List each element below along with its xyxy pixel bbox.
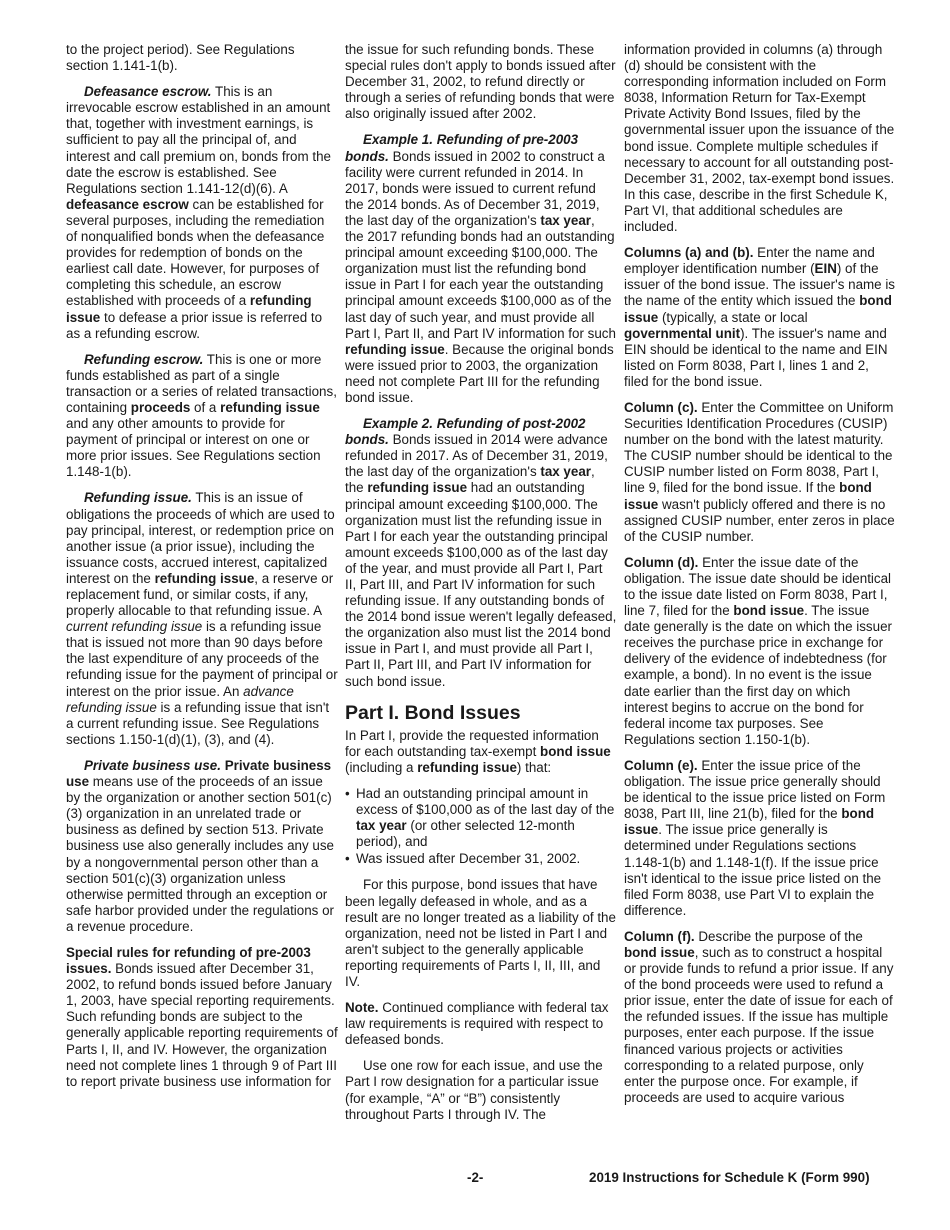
text-run: bond issue <box>624 806 875 838</box>
text-run: ) of the issuer of the bond issue. The issuer's name is the name of the entity which issued the <box>624 261 896 309</box>
text-run: Bonds issued in 2002 to construct a facility were current refunded in 2014. In 2017, bonds were issued to current refund the 2014 bonds. As of December 31, 2019, the last day of the organization's <box>345 148 605 228</box>
text-run: to defease a prior issue is referred to as a refunding escrow. <box>66 309 323 341</box>
text-run: refunding issue <box>367 480 468 496</box>
text-run: refunding issue <box>345 341 445 357</box>
paragraph <box>345 1058 617 1122</box>
text-run: , such as to construct a hospital or provide funds to refund a prior issue. If any of the bond proceeds were used to refund a prior issue, enter the date of issue for each of the refunded issues. If the issue has multiple purposes, enter each purpose. If the issue financed various projects or activities corresponding to a related purpose, only enter the purpose once. For example, if proceeds are used to acquire various <box>624 944 894 1105</box>
paragraph <box>66 42 338 74</box>
text-run: For this purpose, bond issues that have been legally defeased in whole, and as a result are no longer treated as a liability of the organization, need not be listed in Part I and aren't subject to the generally applicable reporting requirements of Parts I, II, III, and IV. <box>345 877 616 989</box>
text-run: This is an irrevocable escrow established in an amount that, together with investment earnings, is sufficient to pay all the principal of, and interest and call premium on, bonds from the date the escrow is established. See Regulations section 1.141-12(d)(6). A <box>66 84 331 196</box>
text-run: refunding issue <box>154 570 255 586</box>
text-run: advance refunding issue <box>66 683 294 715</box>
bullet-icon: • <box>345 851 350 867</box>
text-run: Enter the issue price of the obligation. The issue price generally should be identical to the issue price listed on Form 8038, Part III, line 21(b), filed for the <box>624 757 886 822</box>
paragraph <box>66 352 338 481</box>
text-run: Continued compliance with federal tax law requirements is required with respect to defeased bonds. <box>345 1000 609 1048</box>
text-run: proceeds <box>130 399 191 415</box>
text-run: . The issue price generally is determined under Regulations sections 1.148-1(b) and 1.148-1(f). If the issue price isn't identical to the issue price listed on the filed Form 8038, use Part VI to explain the difference. <box>624 822 882 918</box>
paragraph <box>66 490 338 748</box>
text-run: Example 1. Refunding of pre-2003 bonds. <box>345 132 579 164</box>
bullet-icon: • <box>345 785 350 801</box>
middle-column-paragraphs <box>345 42 617 690</box>
text-run: Column (d). <box>624 554 699 570</box>
text-run: , the 2017 refunding bonds had an outstanding principal amount exceeding $100,000. The organization must list the refunding bond issue in Part I for each year the outstanding principal amount exceeds $100,000 as of the last day of such year, and must provide all Part I, Part II, and Part IV information for such <box>345 212 616 341</box>
paragraph <box>66 758 338 935</box>
text-run: Note. <box>345 1000 379 1016</box>
text-run: Column (e). <box>624 757 698 773</box>
text-run: bond issue <box>624 944 695 960</box>
text-run: tax year <box>540 212 591 228</box>
paragraph <box>66 84 338 342</box>
text-run: Enter the name and employer identification number ( <box>624 245 875 277</box>
text-run: tax year <box>356 818 407 834</box>
text-run: of a <box>190 399 221 415</box>
bullet-item <box>345 851 617 867</box>
text-run: to the project period). See Regulations section 1.141-1(b). <box>66 42 295 74</box>
text-run: the issue for such refunding bonds. These special rules don't apply to bonds issued after December 31, 2002, to refund directly or through a series of refunding bonds that were also originally issued after 2002. <box>345 42 616 122</box>
text-run: Defeasance escrow. <box>84 84 212 100</box>
paragraph <box>345 132 617 406</box>
paragraph <box>345 416 617 690</box>
page-number: -2- <box>467 1170 484 1185</box>
text-run: . Because the original bonds were issued prior to 2003, the organization need not complete Part III for the refunding bond issue. <box>345 341 614 405</box>
text-run: (including a <box>345 759 418 775</box>
text-run: ). The issuer's name and EIN should be identical to the name and EIN listed on Form 8038, Part I, lines 1 and 2, filed for the bond issue. <box>624 325 888 389</box>
paragraph <box>345 42 617 122</box>
text-run: Special rules for refunding of pre-2003 issues. <box>66 944 311 977</box>
bullet-item <box>345 786 617 850</box>
text-run: Use one row for each issue, and use the Part I row designation for a particular issue (for example, “A” or “B”) consistently throughout Parts I through IV. The <box>345 1058 603 1122</box>
text-run: and any other amounts to provide for payment of principal or interest on one or more prior issues. See Regulations section 1.148-1(b). <box>66 416 321 480</box>
text-run: bond issue <box>733 603 805 619</box>
document-title: 2019 Instructions for Schedule K (Form 990) <box>589 1170 870 1185</box>
text-run: Had an outstanding principal amount in excess of $100,000 as of the last day of the <box>356 785 615 818</box>
paragraph <box>624 555 896 748</box>
bullet-text <box>356 851 580 866</box>
text-run: Private business use. <box>84 757 221 773</box>
text-run: ) that: <box>516 759 552 775</box>
text-run: bond issue <box>624 480 872 512</box>
text-run: Column (c). <box>624 399 698 415</box>
text-run: bond issue <box>624 293 892 325</box>
text-run: means use of the proceeds of an issue by the organization or another section 501(c)(3) organization in an unrelated trade or business as defined by section 513. Private business use also generally includes any use by a nongovernmental person other than a section 501(c)(3) organization unless otherwise permitted through an exception or safe harbor provided under the regulations or a revenue procedure. <box>66 774 334 934</box>
text-run: Enter the issue date of the obligation. The issue date should be identical to the issue date listed on Form 8038, Part I, line 7, filed for the <box>624 554 892 619</box>
text-run: is a refunding issue that is issued not more than 90 days before the last expenditure of any proceeds of the refunding issue for the payment of principal or interest on the prior issue. An <box>66 619 338 699</box>
text-run: Private business use <box>66 757 332 790</box>
column-right <box>624 42 896 1116</box>
text-run: Describe the purpose of the <box>694 928 863 944</box>
text-run: Refunding escrow. <box>84 351 204 367</box>
part-i-heading: Part I. Bond Issues <box>345 701 521 724</box>
column-left <box>66 42 338 1100</box>
text-run: This is an issue of obligations the proceeds of which are used to pay principal, interest, or redemption price on another issue (a prior issue), including the issuance costs, accrued interest, capitalized interest on the <box>66 490 335 586</box>
paragraph <box>345 1000 617 1048</box>
text-run: Was issued after December 31, 2002. <box>356 851 581 867</box>
text-run: had an outstanding principal amount exceeding $100,000. The organization must list the refunding issue in Part I for each year the outstanding principal amount exceeds $100,000 as of the last day of the year, and must provide all Part I, Part II, Part III, and Part IV information for such refunding issue. If any outstanding bonds of the 2014 bond issue weren't legally defeased, the organization also must list the 2014 bond issue in Part I, and must provide all Part I, Part II, Part III, and Part IV information for such bond issue. <box>345 480 617 689</box>
text-run: Columns (a) and (b). <box>624 245 754 261</box>
text-run: Enter the Committee on Uniform Securities Identification Procedures (CUSIP) number on the bond with the latest maturity. The CUSIP number should be identical to the CUSIP number listed on Form 8038, Part I, line 9, filed for the bond issue. If the <box>624 399 894 496</box>
paragraph <box>66 945 338 1090</box>
text-run: tax year <box>540 464 591 480</box>
paragraph <box>624 929 896 1106</box>
paragraph <box>624 400 896 545</box>
paragraph <box>624 42 896 235</box>
text-run: bond issue <box>540 743 611 759</box>
text-run: refunding issue <box>220 399 320 415</box>
text-run: defeasance escrow <box>66 196 189 212</box>
text-run: (or other selected 12-month period), and <box>356 818 575 850</box>
part-i-paragraphs <box>345 877 617 1122</box>
text-run: Refunding issue. <box>84 490 192 506</box>
paragraph <box>345 877 617 990</box>
bullet-text <box>356 786 614 849</box>
column-middle <box>345 42 617 1133</box>
text-run: , the <box>345 464 595 496</box>
text-run: Bonds issued after December 31, 2002, to refund bonds issued before January 1, 2003, have special reporting requirements. Such refunding bonds are subject to the generally applicable reporting requirements of Parts I, II, and IV. However, the organization need not complete lines 1 through 9 of Part III to report private business use information for <box>66 961 338 1089</box>
text-run: In Part I, provide the requested information for each outstanding tax-exempt <box>345 727 599 759</box>
part-i-intro <box>345 728 617 776</box>
text-run: Example 2. Refunding of post-2002 bonds. <box>345 416 586 448</box>
text-run: , a reserve or replacement fund, or similar costs, if any, properly allocable to that refunding issue. A <box>66 570 334 619</box>
text-run: information provided in columns (a) through (d) should be consistent with the corresponding information included on Form 8038, Information Return for Tax-Exempt Private Activity Bond Issues, filed by the governmental issuer upon the issuance of the bond issue. Complete multiple schedules if necessary to account for all outstanding post-December 31, 2002, tax-exempt bond issues. In this case, describe in the first Schedule K, Part VI, that additional schedules are included. <box>624 42 895 235</box>
text-run: Bonds issued in 2014 were advance refunded in 2017. As of December 31, 2019, the last day of the organization's <box>345 432 608 480</box>
text-run: This is one or more funds established as part of a single transaction or a series of related transactions, containing <box>66 351 337 415</box>
text-run: can be established for several purposes, including the remediation of nonqualified bonds when the defeasance provides for redemption of bonds on the earliest call date. However, for purposes of completing this schedule, an escrow established with proceeds of a <box>66 196 325 309</box>
text-run: is a refunding issue that isn't a current refunding issue. See Regulations sections 1.150-1(d)(1), (3), and (4). <box>66 699 330 747</box>
paragraph <box>624 245 896 390</box>
text-run: (typically, a state or local <box>658 309 808 325</box>
text-run: Column (f). <box>624 928 695 944</box>
text-run: . The issue date generally is the date on which the issuer receives the purchase price in exchange for delivery of the evidence of indebtedness (for example, a bond). In no event is the issue date earlier than the first day on which interest begins to accrue on the bond for federal income tax purposes. See Regulations section 1.150-1(b). <box>624 603 892 747</box>
text-run: governmental unit <box>624 325 741 341</box>
text-run: EIN <box>814 261 837 277</box>
paragraph <box>624 758 896 919</box>
text-run: wasn't publicly offered and there is no assigned CUSIP number, enter zeros in place of the CUSIP number. <box>624 496 895 544</box>
text-run: current refunding issue <box>66 619 203 635</box>
text-run: refunding issue <box>417 759 517 775</box>
text-run: refunding issue <box>66 293 312 325</box>
